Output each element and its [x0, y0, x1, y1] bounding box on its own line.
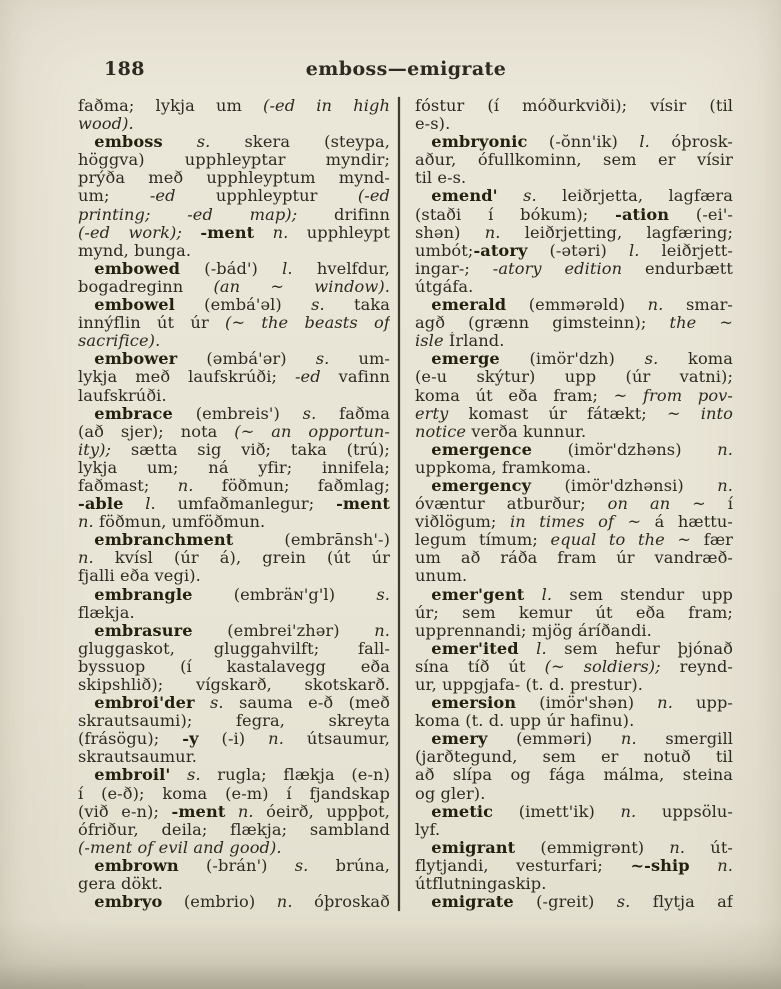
page-header [78, 58, 734, 84]
dictionary-line: (frásögu); -y (-i) n. útsaumur, [78, 730, 390, 749]
dictionary-line: koma út eða fram; ~ from pov- [415, 386, 733, 405]
dictionary-line: n. föðmun, umföðmun. [78, 513, 266, 532]
page-number: 188 [104, 58, 145, 80]
dictionary-line: embowel (embá'əl) s. taka [94, 296, 390, 315]
dictionary-line: í (e-ð); koma (e-m) í fjandskap [78, 784, 390, 803]
dictionary-line: umbót;-atory (-ətəri) l. leiðrjett- [415, 241, 733, 260]
dictionary-line: e-s). [415, 115, 451, 134]
dictionary-line: fóstur (í móðurkviði); vísir (til [415, 97, 733, 115]
dictionary-line: embower (əmbá'ər) s. um- [94, 350, 390, 369]
dictionary-line: lykja um; ná yfir; innifela; [78, 458, 390, 477]
dictionary-line: emboss s. skera (steypa, [94, 133, 390, 152]
dictionary-line: ófriður, deila; flækja; sambland [78, 820, 390, 839]
dictionary-line: lyf. [415, 820, 441, 839]
dictionary-line: emergence (imör'dzhəns) n. [431, 440, 733, 459]
dictionary-line: emerald (emmərəld) n. smar- [431, 296, 733, 315]
dictionary-line: flytjandi, vesturfari; ~-ship n. [415, 856, 733, 875]
dictionary-line: emer'ited l. sem hefur þjónað [431, 639, 733, 658]
dictionary-line: skrautsaumi); fegra, skreyta [78, 712, 390, 731]
dictionary-line: sacrifice). [78, 332, 161, 351]
dictionary-line: emery (emməri) n. smergill [431, 730, 733, 749]
dictionary-line: útflutningaskip. [415, 875, 547, 894]
right-column [415, 97, 733, 911]
dictionary-line: (við e-n); -ment n. óeirð, uppþot, [78, 802, 390, 821]
dictionary-line: emer'gent l. sem stendur upp [431, 585, 733, 604]
dictionary-line: (-ed work); -ment n. upphleypt [78, 223, 390, 242]
dictionary-line: byssuop (í kastalavegg eða [78, 657, 390, 676]
dictionary-line: isle Írland. [415, 332, 505, 351]
dictionary-line: emigrate (-greit) s. flytja af [431, 893, 733, 912]
dictionary-line: skrautsaumur. [78, 748, 197, 767]
dictionary-line: (e-u skýtur) upp (úr vatni); [415, 368, 733, 387]
dictionary-line: shən) n. leiðrjetting, lagfæring; [415, 223, 733, 242]
dictionary-line: skipshlið); vígskarð, skotskarð. [78, 676, 390, 694]
dictionary-line: gera dökt. [78, 875, 164, 894]
dictionary-line: embroil' s. rugla; flækja (e-n) [94, 766, 390, 785]
dictionary-line: embrace (embreis') s. faðma [94, 404, 390, 423]
dictionary-line: emend' s. leiðrjetta, lagfæra [431, 187, 733, 206]
dictionary-line: emigrant (emmigrənt) n. út- [431, 838, 733, 857]
dictionary-line: emerge (imör'dzh) s. koma [431, 350, 733, 369]
dictionary-line: upprennandi; mjög áríðandi. [415, 621, 652, 640]
dictionary-line: bogadreginn (an ~ window). [78, 277, 390, 296]
dictionary-line: um að ráða fram úr vandræð- [415, 549, 733, 568]
dictionary-line: um; -ed upphleyptur (-ed [78, 187, 390, 206]
dictionary-line: emergency (imör'dzhənsi) n. [431, 476, 733, 495]
column-divider-rule [398, 97, 400, 911]
dictionary-line: að slípa og fága málma, steina [415, 766, 733, 785]
dictionary-line: faðmast; n. föðmun; faðmlag; [78, 476, 390, 495]
dictionary-line: (að sjer); nota (~ an opportun- [78, 422, 390, 441]
dictionary-line: notice verða kunnur. [415, 422, 587, 441]
left-column [78, 97, 390, 911]
text-columns [78, 97, 734, 911]
dictionary-line: til e-s. [415, 169, 467, 188]
dictionary-line: faðma; lykja um (-ed in high [78, 97, 390, 115]
dictionary-line: embryo (embrio) n. óþroskað [94, 893, 390, 912]
dictionary-line: höggva) upphleyptar myndir; [78, 151, 390, 170]
dictionary-line: wood). [78, 115, 134, 134]
dictionary-line: laufskrúði. [78, 386, 167, 405]
dictionary-line: útgáfa. [415, 277, 474, 296]
dictionary-line: óvæntur atburður; on an ~ í [415, 495, 733, 514]
dictionary-line: -able l. umfaðmanlegur; -ment [78, 495, 390, 514]
dictionary-line: emetic (imett'ik) n. uppsölu- [431, 802, 733, 821]
dictionary-line: mynd, bunga. [78, 241, 192, 260]
dictionary-line: sína tíð út (~ soldiers); reynd- [415, 657, 733, 676]
dictionary-line: og gler). [415, 784, 486, 803]
dictionary-line: prýða með upphleyptum mynd- [78, 169, 390, 188]
dictionary-line: embranchment (embrānsh'-) [94, 531, 390, 550]
dictionary-line: agð (grænn gimsteinn); the ~ [415, 314, 733, 333]
dictionary-line: fjalli eða vegi). [78, 567, 201, 586]
dictionary-line: embroi'der s. sauma e-ð (með [94, 694, 390, 713]
running-head: emboss—emigrate [305, 58, 507, 80]
dictionary-line: embrown (-brán') s. brúna, [94, 856, 390, 875]
dictionary-line: uppkoma, framkoma. [415, 458, 592, 477]
dictionary-line: úr; sem kemur út eða fram; [415, 603, 733, 622]
dictionary-line: aður, ófullkominn, sem er vísir [415, 151, 733, 170]
dictionary-line: erty komast úr fátækt; ~ into [415, 404, 733, 423]
dictionary-line: (staði í bókum); -ation (-ei'- [415, 205, 733, 224]
dictionary-line: gluggaskot, gluggahvilft; fall- [78, 639, 390, 658]
dictionary-line: legum tímum; equal to the ~ fær [415, 531, 733, 550]
dictionary-line: ur, uppgjafa- (t. d. prestur). [415, 676, 643, 694]
dictionary-line: (-ment of evil and good). [78, 838, 282, 857]
dictionary-line: ingar-; -atory edition endurbætt [415, 259, 733, 278]
dictionary-line: n. kvísl (úr á), grein (út úr [78, 549, 390, 568]
dictionary-line: flækja. [78, 603, 135, 622]
dictionary-line: embrangle (embräɴ'g'l) s. [94, 585, 390, 604]
dictionary-line: (jarðtegund, sem er notuð til [415, 748, 733, 767]
dictionary-line: lykja með laufskrúði; -ed vafinn [78, 368, 390, 387]
dictionary-line: embowed (-bád') l. hvelfdur, [94, 259, 390, 278]
dictionary-line: embryonic (-ŏnn'ik) l. óþrosk- [431, 133, 733, 152]
dictionary-line: ity); sætta sig við; taka (trú); [78, 440, 390, 459]
dictionary-line: viðlögum; in times of ~ á hættu- [415, 513, 733, 532]
dictionary-line: unum. [415, 567, 468, 586]
dictionary-line: koma (t. d. upp úr hafinu). [415, 712, 635, 731]
dictionary-line: emersion (imör'shən) n. upp- [431, 694, 733, 713]
dictionary-line: embrasure (embrei'zhər) n. [94, 621, 390, 640]
dictionary-line: innýflin út úr (~ the beasts of [78, 314, 390, 333]
dictionary-line: printing; -ed map); drifinn [78, 205, 390, 224]
